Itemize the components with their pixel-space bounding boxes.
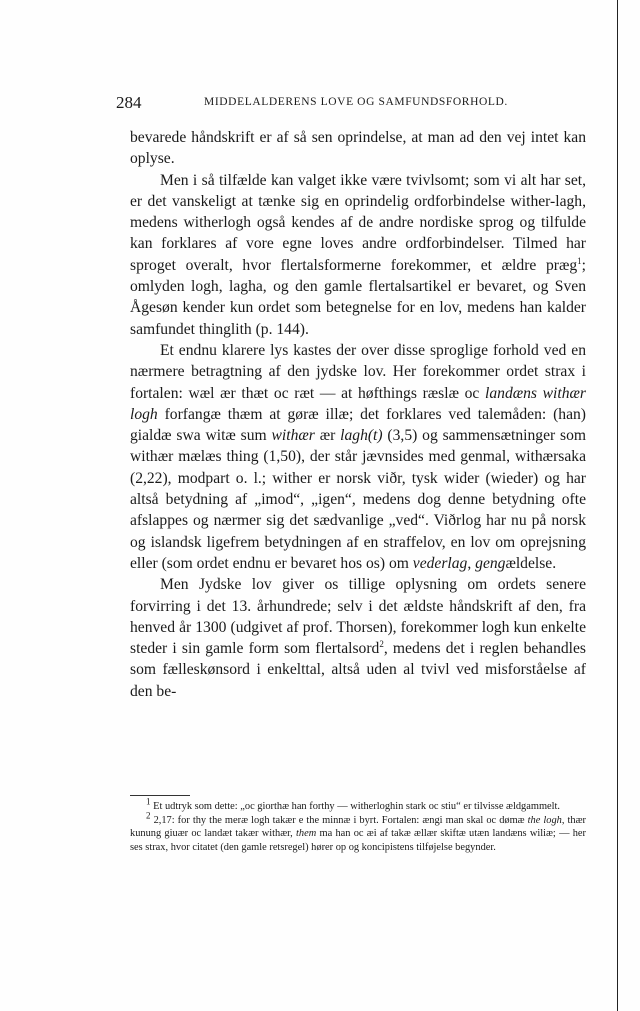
italic-term: landæns withær logh	[130, 384, 586, 423]
paragraph-text: ,	[467, 554, 476, 572]
italic-term: geng	[475, 554, 506, 572]
paragraph-text: ; omlyden logh, lagha, og den gamle flertalsartikel er bevaret, og Sven Ågesøn kender kun ordet som betegnelse for en lov, medens han kalder samfundet thinglith (p. 144).	[130, 256, 586, 338]
paragraph-text: forfangæ thæm at gøræ illæ; det forklares ved talemåden: (han) gialdæ swa witæ sum	[130, 405, 586, 445]
paragraph-1	[130, 127, 586, 170]
footnote-mark: 1	[146, 796, 151, 807]
footnote-ref-1[interactable]: 1	[577, 255, 582, 266]
italic-term: the logh	[527, 814, 562, 826]
footnote-ref-2[interactable]: 2	[379, 638, 384, 649]
paragraph-text: , medens det i reglen behandles som fælleskønsord i enkelttal, altså uden al tvivl ved misforståelse af den be-	[130, 640, 586, 700]
body-text	[130, 127, 586, 702]
paragraph-text: ældelse.	[505, 554, 557, 572]
running-title: MIDDELALDERENS LOVE OG SAMFUNDSFORHOLD.	[204, 96, 508, 108]
paragraph-text: (3,5) og sammensætninger som withær mælæs thing (1,50), der står jævnsides med genmal, withærsaka (2,22), modpart o. l.; wither er norsk viðr, tysk wider (wieder) og har altså betydning af „imod“, „igen“, medens dog denne betydning ofte afslappes og nærmer sig det sædvanlige „ved“. Viðrlog har nu på norsk og islandsk ligefrem betydningen af en straffelov, en lov om oprejsning eller (som ordet endnu er bevaret hos os) om	[130, 427, 587, 572]
paragraph-text: ær	[314, 427, 341, 445]
paragraph-text: Men i så tilfælde kan valget ikke være tvivlsomt; som vi alt har set, er det vanskeligt at tænke sig en oprindelig ordforbindelse wither-lagh, medens witherlogh også kendes af de andre nordiske sprog og tilfulde kan forklares af vore egne loves andre ordforbindelser. Tilmed har sproget overalt, hvor flertalsformerne forekommer, et ældre præg	[130, 171, 586, 274]
paragraph-text: bevarede håndskrift er af så sen oprindelse, at man ad den vej intet kan oplyse.	[130, 129, 586, 168]
italic-term: vederlag	[412, 554, 468, 572]
footnote-divider	[130, 795, 190, 796]
footnote-text: , thær kunung giuær oc landæt takær withær,	[130, 814, 586, 840]
footnotes	[130, 796, 586, 854]
page-edge-line	[617, 0, 618, 1011]
paragraph-text: Men Jydske lov giver os tillige oplysning om ordets senere forvirring i det 13. århundrede; selv i det ældste håndskrift af den, fra henved år 1300 (udgivet af prof. Thorsen), forekommer logh kun enkelte steder i sin gamle form som flertalsord	[130, 576, 586, 658]
italic-term: lagh(t)	[340, 427, 383, 445]
paragraph-3	[130, 340, 586, 574]
footnote-text: ma han oc æi af takæ ællær skiftæ utæn landæns wiliæ; — her ses strax, hvor citatet (den gamle retsregel) hører op og koncipistens tilføjelse begynder.	[130, 828, 586, 853]
paragraph-4	[130, 574, 586, 702]
italic-term: them	[296, 828, 317, 840]
footnote-2	[130, 810, 586, 855]
footnote-mark: 2	[146, 810, 151, 821]
footnote-1	[130, 796, 586, 814]
page-number: 284	[116, 93, 142, 112]
paragraph-2	[130, 170, 586, 340]
italic-term: withær	[271, 427, 315, 445]
footnote-text: 2,17: for thy the meræ logh takær e the minnæ i byrt. Fortalen: ængi man skal oc dømæ	[153, 814, 528, 826]
running-header	[116, 93, 586, 113]
paragraph-text: Et endnu klarere lys kastes der over disse sproglige forhold ved en nærmere betragtning af den jydske lov. Her forekommer ordet strax i fortalen: wæl ær thæt oc ræt — at høfthings ræslæ oc	[130, 341, 586, 402]
footnote-text: Et udtryk som dette: „oc giorthæ han forthy — witherloghin stark oc stiu“ er tilvisse ældgammelt.	[153, 801, 561, 812]
